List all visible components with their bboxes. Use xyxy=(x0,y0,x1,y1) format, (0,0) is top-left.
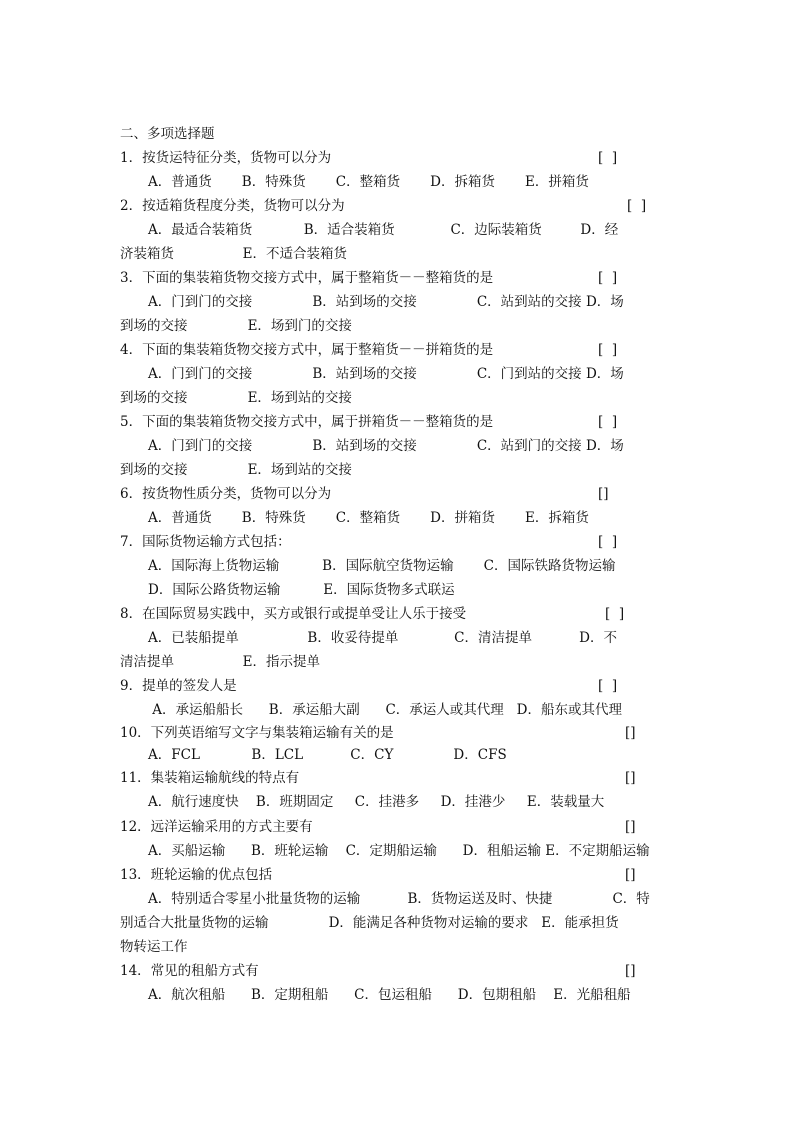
question-14-stem: 14．常见的租船方式有 xyxy=(120,963,259,979)
question-13-stem: 13．班轮运输的优点包括 xyxy=(120,867,273,883)
question-6-options: A．普通货 B．特殊货 C．整箱货 D．拼箱货 E．拆箱货 xyxy=(148,510,589,526)
question-5-stem: 5．下面的集装箱货物交接方式中，属于拼箱货－－整箱货的是 xyxy=(120,414,494,430)
question-5-options-cont: 到场的交接 E．场到站的交接 xyxy=(120,462,352,478)
question-4-options-cont: 到场的交接 E．场到站的交接 xyxy=(120,390,352,406)
question-5-options: A．门到门的交接 B．站到场的交接 C．站到门的交接 D．场 xyxy=(148,438,624,454)
question-2-answer-bracket: [ ] xyxy=(627,198,647,214)
question-8-options: A．已装船提单 B．收妥待提单 C．清洁提单 D．不 xyxy=(148,630,617,646)
question-14-answer-bracket: [] xyxy=(625,963,636,979)
question-13-options: A．特别适合零星小批量货物的运输 B．货物运送及时、快捷 C．特 xyxy=(148,891,650,907)
question-12-answer-bracket: [] xyxy=(625,819,636,835)
question-5-answer-bracket: [ ] xyxy=(598,414,618,430)
question-10-answer-bracket: [] xyxy=(625,725,636,741)
question-8-stem: 8．在国际贸易实践中，买方或银行或提单受让人乐于接受 xyxy=(120,606,467,622)
question-7-options: A．国际海上货物运输 B．国际航空货物运输 C．国际铁路货物运输 xyxy=(148,558,616,574)
question-1-options: A．普通货 B．特殊货 C．整箱货 D．拆箱货 E．拼箱货 xyxy=(148,174,589,190)
question-9-answer-bracket: [ ] xyxy=(598,678,618,694)
question-4-answer-bracket: [ ] xyxy=(598,342,618,358)
question-3-stem: 3．下面的集装箱货物交接方式中，属于整箱货－－整箱货的是 xyxy=(120,270,494,286)
question-3-answer-bracket: [ ] xyxy=(598,270,618,286)
question-3-options: A．门到门的交接 B．站到场的交接 C．站到站的交接 D．场 xyxy=(148,294,624,310)
question-2-stem: 2．按适箱货程度分类，货物可以分为 xyxy=(120,198,345,214)
question-10-stem: 10．下列英语缩写文字与集装箱运输有关的是 xyxy=(120,725,394,741)
question-13-options-cont: 别适合大批量货物的运输 D．能满足各种货物对运输的要求 E．能承担货 xyxy=(120,915,619,931)
question-13-options-cont-2: 物转运工作 xyxy=(120,939,188,955)
question-6-answer-bracket: [] xyxy=(598,486,609,502)
question-9-stem: 9．提单的签发人是 xyxy=(120,678,237,694)
question-12-options: A．买船运输 B．班轮运输 C．定期船运输 D．租船运输 E．不定期船运输 xyxy=(148,843,650,859)
question-4-options: A．门到门的交接 B．站到场的交接 C．门到站的交接 D．场 xyxy=(148,366,624,382)
question-4-stem: 4．下面的集装箱货物交接方式中，属于整箱货－－拼箱货的是 xyxy=(120,342,494,358)
question-13-answer-bracket: [] xyxy=(625,867,636,883)
question-1-answer-bracket: [ ] xyxy=(598,150,618,166)
question-7-stem: 7．国际货物运输方式包括： xyxy=(120,534,291,550)
question-12-stem: 12．远洋运输采用的方式主要有 xyxy=(120,819,313,835)
question-10-options: A．FCL B．LCL C．CY D．CFS xyxy=(148,747,507,763)
section-title: 二、多项选择题 xyxy=(120,126,215,142)
question-9-options: A．承运船船长 B．承运船大副 C．承运人或其代理 D．船东或其代理 xyxy=(148,702,622,718)
question-7-answer-bracket: [ ] xyxy=(598,534,618,550)
question-2-options: A．最适合装箱货 B．适合装箱货 C．边际装箱货 D．经 xyxy=(148,222,619,238)
question-11-answer-bracket: [] xyxy=(625,770,636,786)
question-14-options: A．航次租船 B．定期租船 C．包运租船 D．包期租船 E．光船租船 xyxy=(148,987,631,1003)
question-1-stem: 1．按货运特征分类，货物可以分为 xyxy=(120,150,332,166)
question-6-stem: 6．按货物性质分类，货物可以分为 xyxy=(120,486,332,502)
question-8-answer-bracket: [ ] xyxy=(605,606,625,622)
question-11-options: A．航行速度快 B．班期固定 C．挂港多 D．挂港少 E．装载量大 xyxy=(148,794,605,810)
question-2-options-cont: 济装箱货 E．不适合装箱货 xyxy=(120,246,348,262)
question-8-options-cont: 清洁提单 E．指示提单 xyxy=(120,654,321,670)
question-7-options-cont: D．国际公路货物运输 E．国际货物多式联运 xyxy=(148,582,455,598)
question-3-options-cont: 到场的交接 E．场到门的交接 xyxy=(120,318,352,334)
question-11-stem: 11．集装箱运输航线的特点有 xyxy=(120,770,300,786)
